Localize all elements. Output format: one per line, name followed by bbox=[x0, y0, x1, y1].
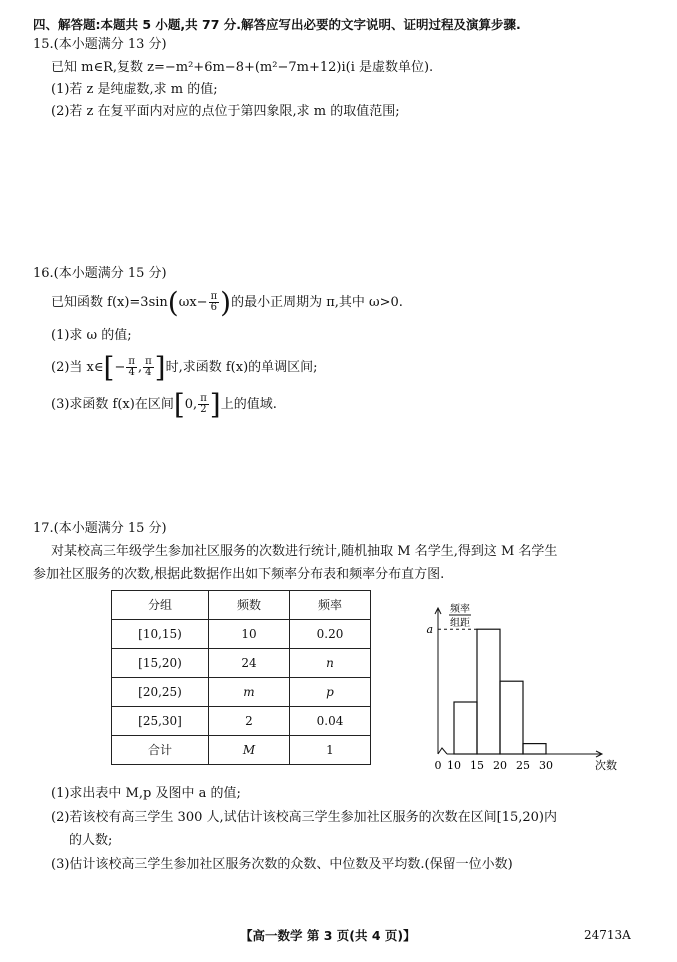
table-cell: [25,30] bbox=[112, 707, 209, 736]
x-tick-label: 30 bbox=[539, 759, 553, 772]
q16-part3-a: (3)求函数 f(x)在区间 bbox=[51, 397, 174, 413]
histogram-labels bbox=[426, 602, 617, 772]
page-footer: 【高一数学 第 3 页(共 4 页)】 bbox=[240, 928, 416, 943]
right-bracket: ] bbox=[209, 388, 221, 421]
table-row bbox=[112, 736, 371, 765]
frequency-table bbox=[111, 590, 371, 765]
table-row bbox=[112, 649, 371, 678]
q16-header: 16.(本小题满分 15 分) bbox=[33, 266, 167, 281]
table-cell: 24 bbox=[209, 649, 290, 678]
paper-code: 24713A bbox=[584, 928, 631, 942]
x-tick-label: 20 bbox=[493, 759, 507, 772]
q17-header: 17.(本小题满分 15 分) bbox=[33, 521, 167, 536]
right-paren: ) bbox=[220, 286, 232, 319]
fraction-pi-6: $\frac{\pi}{6}$ bbox=[210, 290, 218, 314]
table-cell: [15,20) bbox=[112, 649, 209, 678]
table-header: 分组 bbox=[112, 591, 209, 620]
table-row bbox=[112, 678, 371, 707]
left-paren: ( bbox=[167, 286, 179, 319]
histogram-bar bbox=[477, 629, 500, 754]
table-cell: 10 bbox=[209, 620, 290, 649]
fraction-pi-4: $\frac{\pi}{4}$ bbox=[128, 355, 135, 379]
y-label-numerator: 频率 bbox=[450, 604, 470, 615]
y-label-denominator: 组距 bbox=[450, 618, 470, 629]
q15-stem: 已知 m∈R,复数 z=−m²+6m−8+(m²−7m+12)i(i 是虚数单位). bbox=[51, 60, 434, 75]
table-cell: M bbox=[209, 736, 290, 765]
q16-stem-inner: ωx− bbox=[178, 295, 208, 311]
table-cell: [10,15) bbox=[112, 620, 209, 649]
table-header: 频数 bbox=[209, 591, 290, 620]
frequency-histogram bbox=[420, 596, 620, 776]
x-tick-label: 25 bbox=[516, 759, 530, 772]
fraction-pi-2: $\frac{\pi}{2}$ bbox=[200, 392, 207, 416]
q17-part3: (3)估计该校高三学生参加社区服务次数的众数、中位数及平均数.(保留一位小数) bbox=[51, 857, 513, 872]
table-cell: 合计 bbox=[112, 736, 209, 765]
x-axis-label: 次数 bbox=[595, 759, 617, 772]
q17-part1: (1)求出表中 M,p 及图中 a 的值; bbox=[51, 786, 241, 801]
q16-part2: (2)当 x∈[− $\frac{\pi}{4}$ , $\frac{\pi}{4}$ ]时,求函数 f(x)的单调区间; bbox=[51, 351, 318, 384]
q16-part3: (3)求函数 f(x)在区间[0, $\frac{\pi}{2}$ ]上的值域. bbox=[51, 388, 277, 421]
q15-part1: (1)若 z 是纯虚数,求 m 的值; bbox=[51, 82, 218, 97]
histogram-bar bbox=[454, 702, 477, 754]
table-cell: 0.20 bbox=[290, 620, 371, 649]
q16-part2-a: (2)当 x∈ bbox=[51, 360, 104, 376]
q15-header: 15.(本小题满分 13 分) bbox=[33, 37, 167, 52]
q17-stem-line2: 参加社区服务的次数,根据此数据作出如下频率分布表和频率分布直方图. bbox=[33, 567, 445, 582]
table-header-row bbox=[112, 591, 371, 620]
x-tick-label: 15 bbox=[470, 759, 484, 772]
table-cell: 0.04 bbox=[290, 707, 371, 736]
x-tick-label: 10 bbox=[447, 759, 461, 772]
fraction-pi-4b: $\frac{\pi}{4}$ bbox=[145, 355, 152, 379]
table-row bbox=[112, 707, 371, 736]
right-bracket: ] bbox=[154, 351, 166, 384]
histogram-bar bbox=[523, 744, 546, 754]
table-cell: 1 bbox=[290, 736, 371, 765]
table-cell: n bbox=[290, 649, 371, 678]
q16-stem-a: 已知函数 f(x)=3sin bbox=[51, 295, 168, 311]
left-bracket: [ bbox=[103, 351, 115, 384]
q15-part2: (2)若 z 在复平面内对应的点位于第四象限,求 m 的取值范围; bbox=[51, 104, 400, 119]
histogram-axes bbox=[435, 608, 602, 757]
section-header: 四、解答题:本题共 5 小题,共 77 分.解答应写出必要的文字说明、证明过程及演算步骤. bbox=[33, 17, 521, 32]
y-tick-label: a bbox=[426, 623, 433, 637]
q17-stem-line1: 对某校高三年级学生参加社区服务的次数进行统计,随机抽取 M 名学生,得到这 M 名学生 bbox=[51, 544, 558, 559]
q16-part3-b: 上的值域. bbox=[220, 397, 277, 413]
histogram-bar bbox=[500, 681, 523, 754]
table-row bbox=[112, 620, 371, 649]
table-cell: [20,25) bbox=[112, 678, 209, 707]
table-cell: p bbox=[290, 678, 371, 707]
q16-part2-b: 时,求函数 f(x)的单调区间; bbox=[165, 360, 318, 376]
table-header: 频率 bbox=[290, 591, 371, 620]
table-cell: 2 bbox=[209, 707, 290, 736]
q17-part2-line2: 的人数; bbox=[69, 833, 113, 848]
axis-break bbox=[438, 748, 447, 754]
x-tick-label: 0 bbox=[434, 759, 442, 772]
q16-stem-b: 的最小正周期为 π,其中 ω>0. bbox=[231, 295, 403, 311]
histogram-bars bbox=[454, 629, 546, 754]
table-cell: m bbox=[209, 678, 290, 707]
left-bracket: [ bbox=[173, 388, 185, 421]
q16-stem bbox=[51, 286, 403, 319]
q17-part2-line1: (2)若该校有高三学生 300 人,试估计该校高三学生参加社区服务的次数在区间[15,20)内 bbox=[51, 810, 557, 825]
q16-part1: (1)求 ω 的值; bbox=[51, 328, 132, 343]
